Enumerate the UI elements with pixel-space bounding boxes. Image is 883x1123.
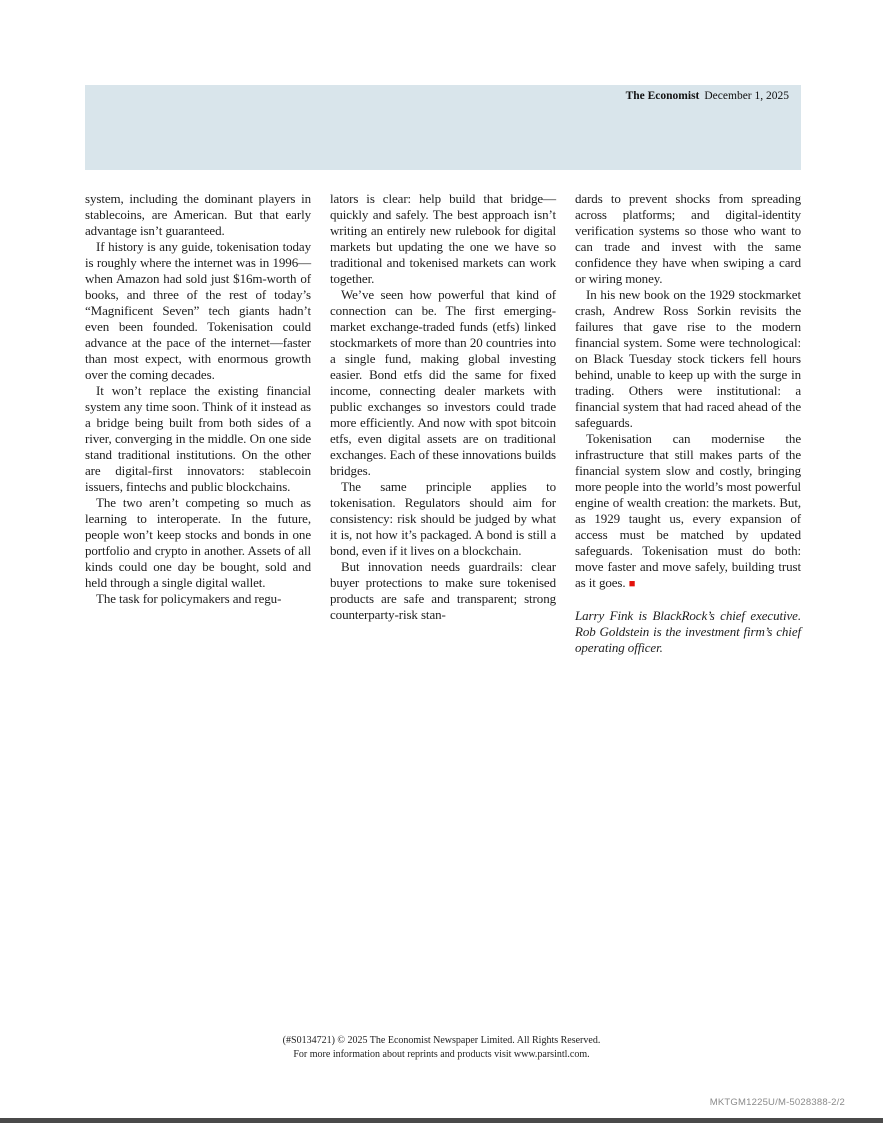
paragraph: lators is clear: help build that bridge—quickly and safely. The best approach isn’t writing an entirely new rulebook for digital markets but updating the one we have so traditional and tokenised markets can work together. bbox=[330, 191, 556, 286]
paragraph: If history is any guide, tokenisation today is roughly where the internet was in 1996—when Amazon had sold just $16m-worth of books, and three of the rest of today’s “Magnificent Seven” tech giants hadn’t even been founded. Tokenisation could advance at the pace of the internet—faster than most expect, with enormous growth over the coming decades. bbox=[85, 239, 311, 382]
header-band bbox=[85, 85, 801, 170]
paragraph: The two aren’t competing so much as learning to interoperate. In the future, people won’t keep stocks and bonds in one portfolio and crypto in another. Assets of all kinds could one day be bought, sold and held through a single digital wallet. bbox=[85, 495, 311, 590]
article-body bbox=[85, 191, 801, 656]
paragraph: The same principle applies to tokenisation. Regulators should aim for consistency: risk should be judged by what it is, not how it’s packaged. A bond is still a bond, even if it lives on a blockchain. bbox=[330, 479, 556, 558]
paragraph: We’ve seen how powerful that kind of connection can be. The first emerging-market exchange-traded funds (etfs) linked stockmarkets of more than 20 countries into a single fund, making global investing easier. Bond etfs did the same for fixed income, connecting dealer markets with public exchanges so investors could trade more efficiently. And now with spot bitcoin etfs, even digital assets are on traditional exchanges. Each of these innovations builds bridges. bbox=[330, 287, 556, 478]
paragraph bbox=[575, 431, 801, 592]
column-3 bbox=[575, 191, 801, 656]
column-2 bbox=[330, 191, 556, 656]
author-bio: Larry Fink is BlackRock’s chief executive. Rob Goldstein is the investment firm’s chief operating officer. bbox=[575, 608, 801, 655]
reprint-notice bbox=[0, 1034, 883, 1062]
document-code: MKTGM1225U/M-5028388-2/2 bbox=[709, 1097, 845, 1108]
reprint-line-2: For more information about reprints and products visit www.parsintl.com. bbox=[293, 1049, 590, 1060]
page-bottom-edge bbox=[0, 1118, 883, 1123]
paragraph: system, including the dominant players in stablecoins, are American. But that early advantage isn’t guaranteed. bbox=[85, 191, 311, 238]
masthead-line bbox=[626, 90, 789, 102]
reprint-line-1: (#S0134721) © 2025 The Economist Newspaper Limited. All Rights Reserved. bbox=[282, 1035, 601, 1046]
masthead-title: The Economist bbox=[625, 90, 700, 102]
paragraph: It won’t replace the existing financial system any time soon. Think of it instead as a bridge being built from both sides of a river, converging in the middle. On one side stand traditional institutions. On the other are digital-first innovators: stablecoin issuers, fintechs and public blockchains. bbox=[85, 383, 311, 494]
column-1 bbox=[85, 191, 311, 656]
paragraph: But innovation needs guardrails: clear buyer protections to make sure tokenised products are safe and transparent; strong counterparty-risk stan- bbox=[330, 559, 556, 622]
paragraph: dards to prevent shocks from spreading across platforms; and digital-identity verification systems so those who want to can trade and invest with the same confidence they have when swiping a card or wiring money. bbox=[575, 191, 801, 286]
article-end-mark: ■ bbox=[628, 578, 636, 590]
paragraph: In his new book on the 1929 stockmarket crash, Andrew Ross Sorkin revisits the failures that gave rise to the modern financial system. Some were technological: on Black Tuesday stock tickers fell hours behind, unable to keep up with the surge in trading. Others were institutional: a financial system that had raced ahead of the safeguards. bbox=[575, 287, 801, 430]
paragraph: The task for policymakers and regu- bbox=[96, 591, 282, 606]
issue-date: December 1, 2025 bbox=[704, 90, 789, 102]
paragraph-text: Tokenisation can modernise the infrastructure that still makes parts of the financial system slow and costly, bringing more people into the world’s most powerful engine of wealth creation: the markets. But, as 1929 taught us, every expansion of access must be matched by updated safeguards. Tokenisation must do both: move faster and move safely, building trust as it goes. bbox=[575, 431, 801, 590]
